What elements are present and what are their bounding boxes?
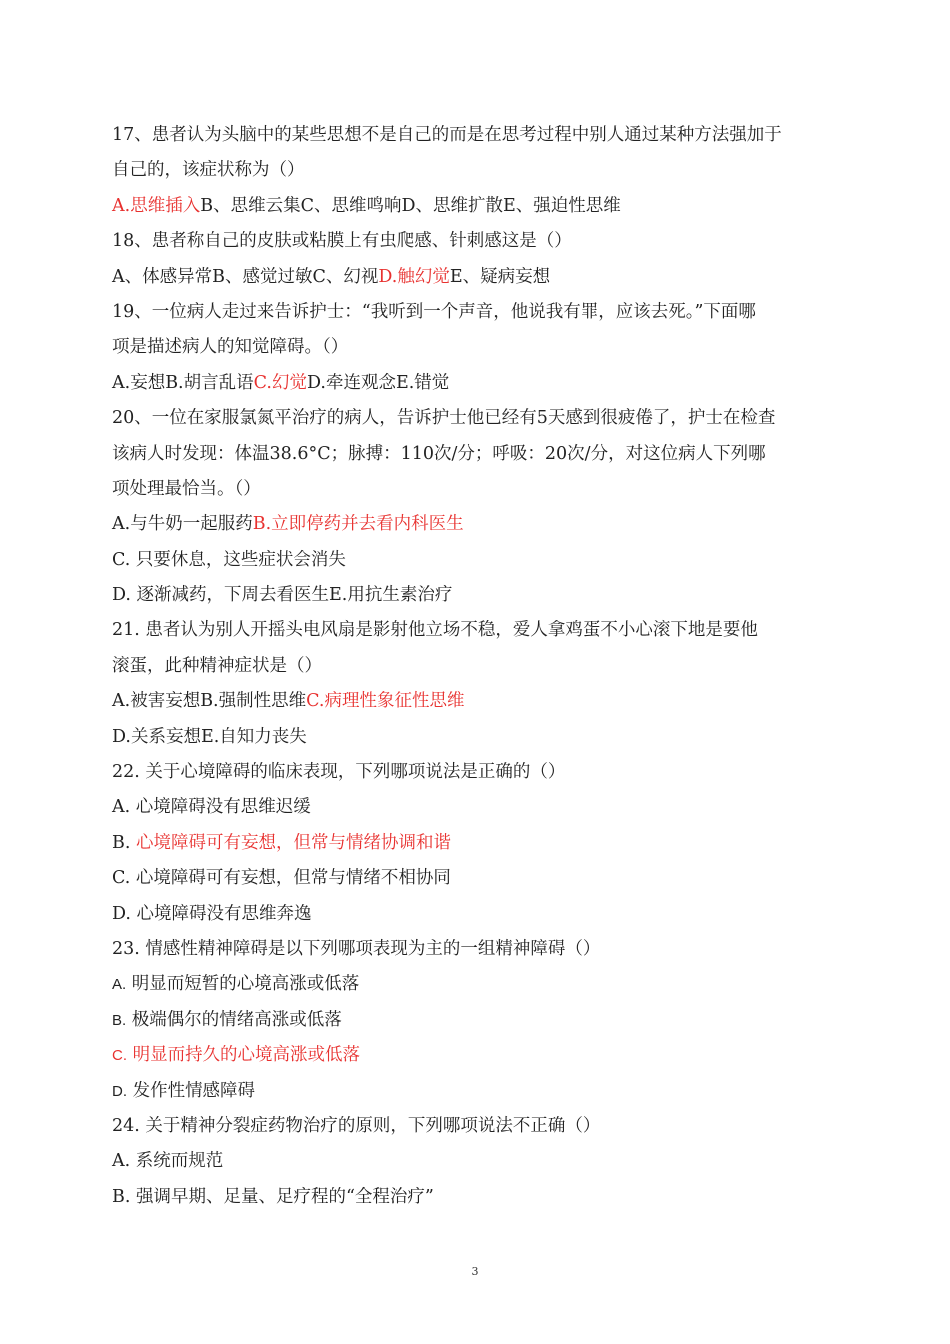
question-block bbox=[112, 755, 847, 932]
text-segment: C. 只要休息，这些症状会消失 bbox=[112, 549, 346, 570]
question-line bbox=[112, 755, 847, 790]
text-segment: D.关系妄想E.自知力丧失 bbox=[112, 726, 307, 747]
text-segment: 19、一位病人走过来告诉护士：“我听到一个声音，他说我有罪，应该去死。”下面哪 bbox=[112, 301, 756, 322]
question-line bbox=[112, 790, 847, 825]
question-line bbox=[112, 649, 847, 684]
text-segment: B. bbox=[112, 832, 136, 853]
answer-highlight: A.思维插入 bbox=[112, 195, 201, 216]
text-segment: D.牵连观念E.错觉 bbox=[306, 372, 450, 393]
text-segment: D. 逐渐减药，下周去看医生E.用抗生素治疗 bbox=[112, 585, 453, 606]
question-line bbox=[112, 401, 847, 436]
text-segment: 20、一位在家服氯氮平治疗的病人，告诉护士他已经有5天感到很疲倦了，护士在检查 bbox=[112, 408, 776, 429]
question-line bbox=[112, 1003, 847, 1038]
answer-highlight: C.病理性象征性思维 bbox=[306, 691, 465, 712]
text-segment: E、疑病妄想 bbox=[449, 266, 551, 287]
text-segment: A. bbox=[112, 976, 127, 994]
text-segment: B. bbox=[112, 1011, 127, 1029]
text-segment: A.被害妄想B.强制性思维 bbox=[112, 691, 307, 712]
answer-highlight: 明显而持久的心境高涨或低落 bbox=[127, 1045, 361, 1066]
question-block bbox=[112, 118, 847, 224]
question-line bbox=[112, 153, 847, 188]
question-line bbox=[112, 613, 847, 648]
text-segment: 24. 关于精神分裂症药物治疗的原则，下列哪项说法不正确（） bbox=[112, 1115, 601, 1136]
text-segment: B. 强调早期、足量、足疗程的“全程治疗” bbox=[112, 1186, 434, 1207]
answer-highlight: C.幻觉 bbox=[253, 372, 307, 393]
question-line bbox=[112, 861, 847, 896]
text-segment: A、体感异常B、感觉过敏C、幻视 bbox=[112, 266, 379, 287]
answer-highlight: D.触幻觉 bbox=[378, 266, 450, 287]
text-segment: D. bbox=[112, 1082, 127, 1100]
text-segment: 项处理最恰当。（） bbox=[112, 478, 261, 499]
answer-highlight: 心境障碍可有妄想，但常与情绪协调和谐 bbox=[136, 832, 451, 853]
question-block bbox=[112, 613, 847, 755]
question-block bbox=[112, 401, 847, 613]
text-segment: 极端偶尔的情绪高涨或低落 bbox=[126, 1009, 342, 1030]
text-segment: 项是描述病人的知觉障碍。（） bbox=[112, 337, 349, 358]
question-line bbox=[112, 189, 847, 224]
question-line bbox=[112, 507, 847, 542]
question-list bbox=[112, 118, 847, 1215]
question-line bbox=[112, 897, 847, 932]
question-line bbox=[112, 1038, 847, 1073]
page-number: 3 bbox=[471, 1265, 479, 1278]
question-line bbox=[112, 967, 847, 1002]
question-line bbox=[112, 684, 847, 719]
question-block bbox=[112, 295, 847, 401]
question-line bbox=[112, 578, 847, 613]
question-block bbox=[112, 932, 847, 1109]
answer-highlight: B.立即停药并去看内科医生 bbox=[252, 514, 464, 535]
text-segment: 明显而短暂的心境高涨或低落 bbox=[126, 974, 360, 995]
text-segment: A.妄想B.胡言乱语 bbox=[112, 372, 254, 393]
question-line bbox=[112, 437, 847, 472]
text-segment: D. 心境障碍没有思维奔逸 bbox=[112, 903, 312, 924]
text-segment: A. 系统而规范 bbox=[112, 1151, 224, 1172]
question-line bbox=[112, 1180, 847, 1215]
text-segment: 滚蛋，此种精神症状是（） bbox=[112, 655, 322, 676]
question-line bbox=[112, 543, 847, 578]
answer-highlight: C. bbox=[112, 1047, 127, 1065]
question-block bbox=[112, 224, 847, 295]
question-line bbox=[112, 118, 847, 153]
text-segment: C. 心境障碍可有妄想，但常与情绪不相协同 bbox=[112, 868, 451, 889]
text-segment: A.与牛奶一起服药 bbox=[112, 514, 253, 535]
question-block bbox=[112, 1109, 847, 1215]
text-segment: 22. 关于心境障碍的临床表现，下列哪项说法是正确的（） bbox=[112, 762, 566, 783]
text-segment: A. 心境障碍没有思维迟缓 bbox=[112, 797, 311, 818]
text-segment: 23. 情感性精神障碍是以下列哪项表现为主的一组精神障碍（） bbox=[112, 938, 601, 959]
text-segment: 发作性情感障碍 bbox=[127, 1080, 256, 1101]
question-line bbox=[112, 366, 847, 401]
text-segment: 17、患者认为头脑中的某些思想不是自己的而是在思考过程中别人通过某种方法强加于 bbox=[112, 125, 782, 145]
text-segment: 该病人时发现：体温38.6°C；脉搏：110次/分；呼吸：20次/分，对这位病人下列哪 bbox=[112, 443, 766, 464]
question-line bbox=[112, 826, 847, 861]
question-line bbox=[112, 224, 847, 259]
question-line bbox=[112, 330, 847, 365]
text-segment: 自己的，该症状称为（） bbox=[112, 160, 305, 181]
question-line bbox=[112, 472, 847, 507]
text-segment: B、思维云集C、思维鸣响D、思维扩散E、强迫性思维 bbox=[200, 195, 621, 216]
question-line bbox=[112, 932, 847, 967]
question-line bbox=[112, 1144, 847, 1179]
question-line bbox=[112, 260, 847, 295]
text-segment: 21. 患者认为别人开摇头电风扇是影射他立场不稳，爱人拿鸡蛋不小心滚下地是要他 bbox=[112, 620, 758, 641]
question-line bbox=[112, 1074, 847, 1109]
question-line bbox=[112, 1109, 847, 1144]
text-segment: 18、患者称自己的皮肤或粘膜上有虫爬感、针刺感这是（） bbox=[112, 231, 572, 252]
question-line bbox=[112, 720, 847, 755]
question-line bbox=[112, 295, 847, 330]
